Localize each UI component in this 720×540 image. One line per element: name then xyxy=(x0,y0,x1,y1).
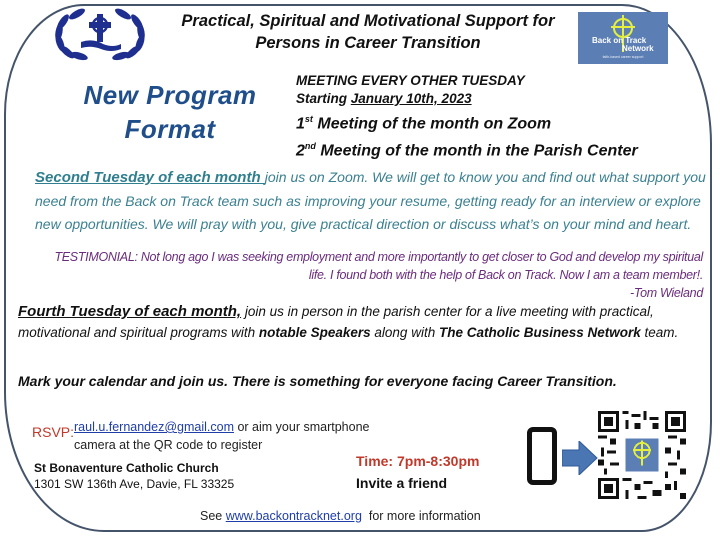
website-link[interactable]: www.backontracknet.org xyxy=(225,509,362,523)
smartphone-icon xyxy=(527,427,557,485)
rsvp-text-2: camera at the QR code to register xyxy=(74,438,263,452)
ordinal-sup: st xyxy=(304,114,313,124)
time-block xyxy=(356,450,479,494)
back-on-track-logo xyxy=(578,12,668,64)
header-title-line2: Persons in Career Transition xyxy=(255,34,481,52)
footer-suffix: for more information xyxy=(361,509,481,523)
header-title-line1: Practical, Spiritual and Motivational Support for xyxy=(181,12,555,30)
meeting-zoom-text: Meeting of the month on Zoom xyxy=(312,115,552,133)
parish-body-2: along with xyxy=(370,324,439,340)
church-address: 1301 SW 136th Ave, Davie, FL 33325 xyxy=(34,477,235,491)
meeting-parish-text: Meeting of the month in the Parish Center xyxy=(315,142,638,160)
meeting-line4 xyxy=(296,135,638,162)
ordinal-num: 1 xyxy=(296,115,305,133)
meeting-start-label: Starting xyxy=(296,91,351,106)
parish-body-3: team. xyxy=(640,324,679,340)
location xyxy=(34,460,234,492)
header-title xyxy=(148,10,588,54)
zoom-section-lead: Second Tuesday of each month xyxy=(35,169,265,186)
meeting-line1: MEETING EVERY OTHER TUESDAY xyxy=(296,73,525,88)
parish-body-1: join us in person in the parish center for a live meeting with practical, motivational and spiritual programs with xyxy=(18,304,654,340)
testimonial-text: TESTIMONIAL: Not long ago I was seeking employment and more importantly to get closer to God and develop my spiritual life. I found both with the help of Back on Track. Now I am a team member!. xyxy=(54,250,703,282)
meeting-start-date: January 10th, 2023 xyxy=(350,91,472,106)
rsvp-label: RSVP: xyxy=(32,424,75,440)
headline-line2: Format xyxy=(124,114,216,144)
testimonial xyxy=(40,248,703,302)
laurel-cross-logo-icon xyxy=(53,4,147,64)
testimonial-author: -Tom Wieland xyxy=(630,286,703,300)
church-name: St Bonaventure Catholic Church xyxy=(34,461,219,475)
meeting-line3 xyxy=(296,108,638,135)
meeting-schedule xyxy=(296,72,638,163)
rsvp-text-1: or aim your smartphone xyxy=(234,420,370,434)
ordinal-num: 2 xyxy=(296,142,305,160)
parish-section xyxy=(18,302,708,343)
parish-section-lead: Fourth Tuesday of each month, xyxy=(18,303,242,320)
meeting-time: Time: 7pm-8:30pm xyxy=(356,453,480,469)
qr-code[interactable] xyxy=(598,411,686,499)
footer xyxy=(200,509,481,523)
headline xyxy=(60,78,280,146)
logo-line2: Network xyxy=(622,44,654,53)
call-to-action: Mark your calendar and join us. There is something for everyone facing Career Transition. xyxy=(18,373,617,389)
meeting-line2 xyxy=(296,90,638,108)
zoom-section xyxy=(35,166,707,237)
logo-name xyxy=(592,37,654,53)
invite-text: Invite a friend xyxy=(356,475,448,491)
logo-tagline: faith-based career support xyxy=(602,55,644,59)
ordinal-sup: nd xyxy=(304,141,316,152)
notable-speakers: notable Speakers xyxy=(258,324,371,340)
rsvp-email-link[interactable]: raul.u.fernandez@gmail.com xyxy=(74,420,234,434)
right-arrow-icon xyxy=(562,441,598,475)
footer-prefix: See xyxy=(200,509,226,523)
zoom-section-body: join us on Zoom. We will get to know you and find out what support you need from the Back on Track team such as improving your resume, getting ready for an interview or explore new opportunities. We will pray with you, give practical direction or discuss what’s on your mind and heart. xyxy=(35,169,706,232)
logo-line1: Back on Track xyxy=(592,36,647,45)
rsvp-text xyxy=(74,418,369,454)
headline-line1: New Program xyxy=(83,80,257,110)
catholic-business-network: The Catholic Business Network xyxy=(438,324,641,340)
